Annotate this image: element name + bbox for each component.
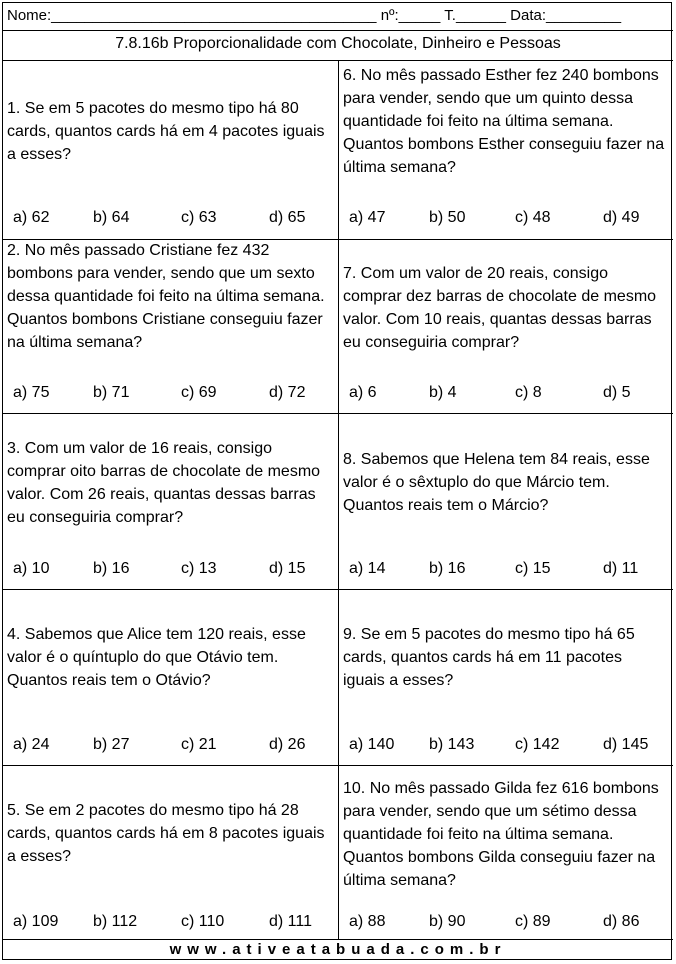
option-b[interactable]: b) 16 (429, 560, 466, 577)
question-7: 7. Com um valor de 20 reais, consigo comprar dez barras de chocolate de mesmo valor. Com 10 reais, quantas dessas barras eu conseguiria comprar? (343, 265, 657, 351)
website-footer: www.ativeatabuada.com.br (169, 941, 507, 958)
option-b[interactable]: b) 4 (429, 384, 457, 401)
option-d[interactable]: d) 72 (269, 384, 306, 401)
options-8 (343, 560, 665, 582)
row-divider (3, 589, 673, 590)
options-6 (343, 209, 665, 231)
row-divider (3, 413, 673, 414)
column-divider (338, 60, 339, 940)
option-a[interactable]: a) 10 (13, 560, 50, 577)
options-3 (7, 560, 329, 582)
option-c[interactable]: c) 110 (181, 913, 225, 930)
option-c[interactable]: c) 89 (515, 913, 551, 930)
worksheet-title: 7.8.16b Proporcionalidade com Chocolate, Dinheiro e Pessoas (115, 35, 561, 52)
option-a[interactable]: a) 109 (13, 913, 59, 930)
question-6: 6. No mês passado Esther fez 240 bombons para vender, sendo que um quinto dessa quantidade foi feito na última semana. Quantos bombons Esther conseguiu fazer na última semana? (343, 67, 665, 176)
options-7 (343, 384, 665, 406)
options-4 (7, 736, 329, 758)
option-a[interactable]: a) 14 (349, 560, 386, 577)
option-a[interactable]: a) 88 (349, 913, 386, 930)
footer-divider (3, 939, 673, 940)
question-1: 1. Se em 5 pacotes do mesmo tipo há 80 cards, quantos cards há em 4 pacotes iguais a esses? (7, 100, 325, 163)
option-d[interactable]: d) 86 (603, 913, 640, 930)
student-info-line: Nome:_______________________________________ nº:_____ T.______ Data:_________ (7, 7, 622, 24)
question-10: 10. No mês passado Gilda fez 616 bombons para vender, sendo que um sétimo dessa quantidade foi feito na última semana. Quantos bombons Gilda conseguiu fazer na última semana? (343, 780, 659, 889)
option-d[interactable]: d) 145 (603, 736, 649, 753)
options-5 (7, 913, 329, 935)
question-2: 2. No mês passado Cristiane fez 432 bombons para vender, sendo que um sexto dessa quantidade foi feito na última semana. Quantos bombons Cristiane conseguiu fazer na última semana? (7, 242, 325, 351)
question-5: 5. Se em 2 pacotes do mesmo tipo há 28 cards, quantos cards há em 8 pacotes iguais a esses? (7, 802, 325, 865)
worksheet (2, 2, 672, 960)
option-c[interactable]: c) 8 (515, 384, 542, 401)
question-8: 8. Sabemos que Helena tem 84 reais, esse valor é o sêxtuplo do que Márcio tem. Quantos reais tem o Márcio? (343, 451, 650, 514)
question-3: 3. Com um valor de 16 reais, consigo comprar oito barras de chocolate de mesmo valor. Com 26 reais, quantas dessas barras eu conseguiria comprar? (7, 440, 321, 526)
option-a[interactable]: a) 47 (349, 209, 386, 226)
option-d[interactable]: d) 26 (269, 736, 306, 753)
option-c[interactable]: c) 69 (181, 384, 217, 401)
option-a[interactable]: a) 6 (349, 384, 377, 401)
option-d[interactable]: d) 111 (269, 913, 312, 930)
option-a[interactable]: a) 75 (13, 384, 50, 401)
option-b[interactable]: b) 16 (93, 560, 130, 577)
option-d[interactable]: d) 15 (269, 560, 306, 577)
question-9: 9. Se em 5 pacotes do mesmo tipo há 65 cards, quantos cards há em 11 pacotes iguais a esses? (343, 626, 635, 689)
option-b[interactable]: b) 112 (93, 913, 138, 930)
option-c[interactable]: c) 21 (181, 736, 217, 753)
option-a[interactable]: a) 24 (13, 736, 50, 753)
option-b[interactable]: b) 71 (93, 384, 130, 401)
option-c[interactable]: c) 13 (181, 560, 217, 577)
options-10 (343, 913, 665, 935)
row-divider (3, 765, 673, 766)
options-2 (7, 384, 329, 406)
options-9 (343, 736, 665, 758)
option-a[interactable]: a) 62 (13, 209, 50, 226)
option-b[interactable]: b) 50 (429, 209, 466, 226)
option-b[interactable]: b) 143 (429, 736, 475, 753)
option-d[interactable]: d) 49 (603, 209, 640, 226)
question-4: 4. Sabemos que Alice tem 120 reais, esse valor é o quíntuplo do que Otávio tem. Quantos reais tem o Otávio? (7, 626, 306, 689)
option-c[interactable]: c) 15 (515, 560, 551, 577)
option-c[interactable]: c) 63 (181, 209, 217, 226)
option-c[interactable]: c) 142 (515, 736, 560, 753)
option-d[interactable]: d) 11 (603, 560, 639, 577)
option-b[interactable]: b) 64 (93, 209, 130, 226)
header-divider (3, 30, 673, 31)
option-a[interactable]: a) 140 (349, 736, 395, 753)
option-c[interactable]: c) 48 (515, 209, 551, 226)
option-b[interactable]: b) 27 (93, 736, 130, 753)
option-b[interactable]: b) 90 (429, 913, 466, 930)
options-1 (7, 209, 329, 231)
option-d[interactable]: d) 65 (269, 209, 306, 226)
option-d[interactable]: d) 5 (603, 384, 631, 401)
